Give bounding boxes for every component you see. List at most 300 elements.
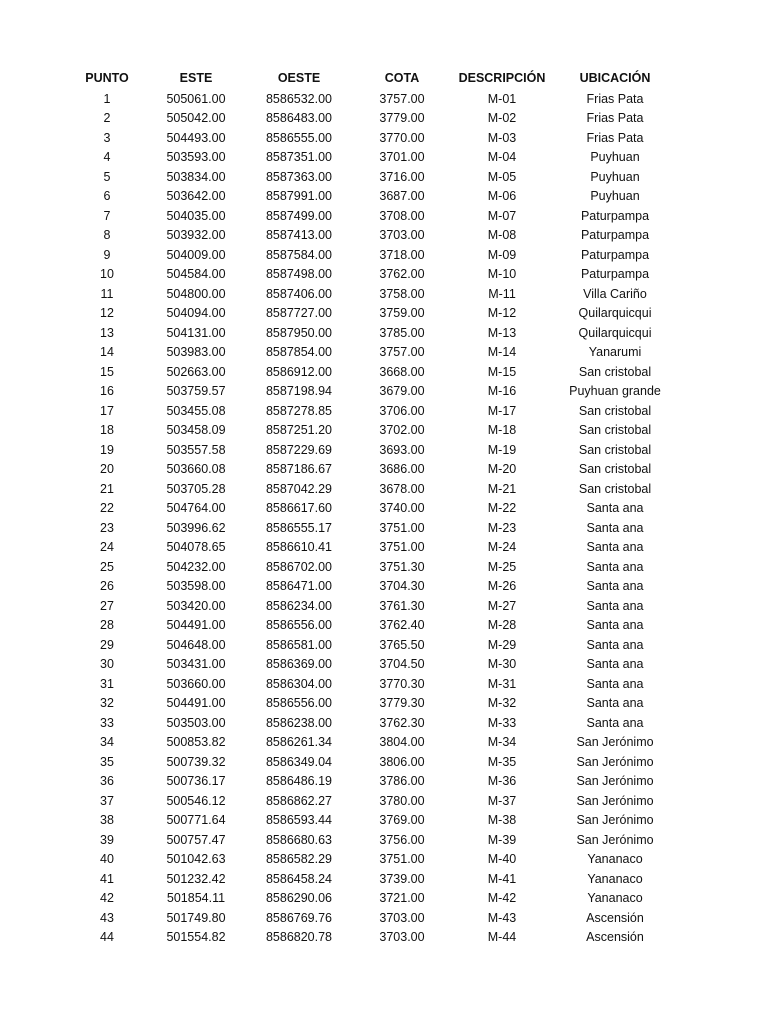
cell-este: 503705.28 [166,481,226,496]
table-row [68,928,678,948]
table-row [68,830,678,850]
cell-oeste: 8587854.00 [265,345,333,360]
cell-oeste: 8586820.78 [265,930,333,945]
cell-este: 503834.00 [166,169,226,184]
cell-este: 500546.12 [166,793,226,808]
cell-oeste: 8586234.00 [265,598,333,613]
cell-este: 504648.00 [166,637,226,652]
table-row [68,499,678,519]
cell-punto: 13 [100,325,114,340]
cell-oeste: 8587351.00 [265,150,333,165]
cell-descripcion: M-11 [488,286,516,301]
cell-cota: 3779.30 [379,696,425,711]
cell-ubicacion: San Jerónimo [576,774,654,789]
cell-punto: 16 [100,384,114,399]
table-row [68,265,678,285]
table-row [68,577,678,597]
cell-cota: 3718.00 [379,247,425,262]
cell-descripcion: M-10 [487,267,517,282]
cell-punto: 5 [103,169,111,184]
cell-punto: 42 [100,891,114,906]
cell-descripcion: M-08 [487,228,517,243]
cell-ubicacion: Santa ana [586,598,644,613]
cell-oeste: 8587278.85 [265,403,333,418]
cell-ubicacion: San Jerónimo [576,832,654,847]
cell-descripcion: M-27 [487,598,517,613]
cell-descripcion: M-23 [487,520,517,535]
cell-ubicacion: San cristobal [578,462,652,477]
header-oeste: OESTE [277,71,321,85]
cell-punto: 8 [103,228,111,243]
cell-ubicacion: Frias Pata [586,91,644,106]
cell-ubicacion: Santa ana [586,618,644,633]
table-row [68,421,678,441]
cell-descripcion: M-21 [487,481,517,496]
cell-cota: 3759.00 [379,306,425,321]
cell-ubicacion: San cristobal [578,423,652,438]
cell-ubicacion: Frias Pata [586,111,644,126]
cell-descripcion: M-14 [487,345,517,360]
cell-ubicacion: San cristobal [578,481,652,496]
cell-cota: 3716.00 [379,169,425,184]
cell-este: 500757.47 [166,832,226,847]
table-row [68,674,678,694]
cell-oeste: 8586369.00 [265,657,333,672]
cell-oeste: 8587042.29 [265,481,333,496]
cell-este: 505042.00 [166,111,226,126]
cell-descripcion: M-41 [487,871,517,886]
table-row [68,89,678,109]
cell-punto: 35 [100,754,114,769]
cell-ubicacion: Santa ana [586,559,644,574]
cell-cota: 3762.40 [379,618,425,633]
cell-ubicacion: Yananaco [587,852,643,867]
table-row [68,284,678,304]
table-row [68,518,678,538]
cell-cota: 3758.00 [379,286,425,301]
table-row [68,109,678,129]
cell-cota: 3740.00 [379,501,425,516]
cell-cota: 3757.00 [379,345,425,360]
cell-cota: 3721.00 [379,891,425,906]
cell-descripcion: M-30 [487,657,517,672]
cell-este: 503642.00 [166,189,226,204]
cell-punto: 28 [100,618,114,633]
cell-descripcion: M-31 [487,676,517,691]
cell-ubicacion: Yananaco [587,871,643,886]
cell-punto: 43 [100,910,114,925]
cell-ubicacion: Puyhuan grande [569,384,661,399]
cell-este: 503660.08 [166,462,226,477]
cell-cota: 3779.00 [379,111,425,126]
cell-este: 504094.00 [166,306,226,321]
cell-oeste: 8586581.00 [265,637,333,652]
table-row [68,167,678,187]
cell-oeste: 8587950.00 [265,325,333,340]
cell-ubicacion: Quilarquicqui [578,325,652,340]
cell-ubicacion: San cristobal [578,442,652,457]
cell-punto: 38 [100,813,114,828]
cell-descripcion: M-35 [487,754,517,769]
cell-ubicacion: Puyhuan [590,169,640,184]
cell-punto: 19 [100,442,114,457]
cell-descripcion: M-15 [487,364,517,379]
cell-oeste: 8586304.00 [265,676,333,691]
table-row [68,323,678,343]
table-row [68,460,678,480]
cell-descripcion: M-43 [487,910,517,925]
cell-este: 503503.00 [166,715,226,730]
cell-descripcion: M-06 [487,189,517,204]
cell-ubicacion: San cristobal [578,403,652,418]
cell-punto: 31 [100,676,114,691]
cell-cota: 3678.00 [379,481,425,496]
cell-cota: 3706.00 [379,403,425,418]
cell-punto: 6 [103,189,111,204]
cell-este: 504131.00 [166,325,226,340]
table-row [68,304,678,324]
header-cota: COTA [384,71,420,85]
cell-descripcion: M-42 [487,891,517,906]
cell-punto: 44 [100,930,114,945]
cell-punto: 24 [100,540,114,555]
cell-este: 503598.00 [166,579,226,594]
cell-oeste: 8587413.00 [265,228,333,243]
table-row [68,557,678,577]
cell-punto: 36 [100,774,114,789]
cell-descripcion: M-01 [487,91,517,106]
cell-oeste: 8586458.24 [265,871,333,886]
cell-ubicacion: Santa ana [586,579,644,594]
table-row [68,148,678,168]
table-row [68,752,678,772]
cell-punto: 37 [100,793,114,808]
cell-cota: 3703.00 [379,228,425,243]
cell-oeste: 8586769.76 [265,910,333,925]
cell-oeste: 8587499.00 [265,208,333,223]
cell-punto: 30 [100,657,114,672]
cell-cota: 3739.00 [379,871,425,886]
cell-cota: 3751.30 [379,559,425,574]
cell-descripcion: M-33 [487,715,517,730]
cell-ubicacion: San Jerónimo [576,735,654,750]
cell-cota: 3761.30 [379,598,425,613]
table-row [68,791,678,811]
cell-cota: 3806.00 [379,754,425,769]
cell-cota: 3704.30 [379,579,425,594]
cell-oeste: 8586349.04 [265,754,333,769]
cell-este: 503660.00 [166,676,226,691]
table-row [68,869,678,889]
cell-descripcion: M-09 [487,247,517,262]
cell-ubicacion: San Jerónimo [576,813,654,828]
cell-descripcion: M-18 [487,423,517,438]
cell-ubicacion: Santa ana [586,715,644,730]
cell-punto: 10 [100,267,114,282]
cell-descripcion: M-25 [487,559,517,574]
cell-este: 504493.00 [166,130,226,145]
cell-cota: 3786.00 [379,774,425,789]
cell-cota: 3679.00 [379,384,425,399]
cell-ubicacion: Santa ana [586,501,644,516]
table-row [68,694,678,714]
cell-oeste: 8587584.00 [265,247,333,262]
cell-este: 504009.00 [166,247,226,262]
cell-ubicacion: Santa ana [586,657,644,672]
cell-descripcion: M-16 [487,384,517,399]
cell-cota: 3693.00 [379,442,425,457]
cell-este: 505061.00 [166,91,226,106]
cell-oeste: 8587186.67 [265,462,333,477]
table-row [68,440,678,460]
cell-oeste: 8586556.00 [265,618,333,633]
cell-ubicacion: San Jerónimo [576,793,654,808]
table-row [68,616,678,636]
header-descripcion: DESCRIPCIÓN [458,71,546,85]
table-body [68,89,678,947]
cell-descripcion: M-04 [487,150,517,165]
cell-ubicacion: Quilarquicqui [578,306,652,321]
cell-oeste: 8586912.00 [265,364,333,379]
cell-ubicacion: Santa ana [586,540,644,555]
cell-punto: 33 [100,715,114,730]
cell-ubicacion: Ascensión [586,930,644,945]
cell-cota: 3703.00 [379,930,425,945]
cell-oeste: 8586238.00 [265,715,333,730]
cell-cota: 3701.00 [379,150,425,165]
cell-oeste: 8587198.94 [265,384,333,399]
cell-oeste: 8586261.34 [265,735,333,750]
cell-punto: 3 [103,130,111,145]
cell-oeste: 8587363.00 [265,169,333,184]
cell-cota: 3751.00 [379,852,425,867]
cell-este: 503420.00 [166,598,226,613]
cell-ubicacion: Puyhuan [590,150,640,165]
table-row [68,713,678,733]
cell-punto: 17 [100,403,114,418]
cell-descripcion: M-20 [487,462,517,477]
cell-cota: 3751.00 [379,540,425,555]
cell-punto: 18 [100,423,114,438]
cell-descripcion: M-34 [487,735,517,750]
table-row [68,908,678,928]
cell-cota: 3762.00 [379,267,425,282]
cell-punto: 4 [103,150,111,165]
header-este: ESTE [179,71,213,85]
header-punto: PUNTO [85,71,129,85]
cell-punto: 14 [100,345,114,360]
cell-punto: 40 [100,852,114,867]
cell-este: 504800.00 [166,286,226,301]
table-row [68,772,678,792]
cell-este: 504764.00 [166,501,226,516]
table-row [68,187,678,207]
cell-este: 500853.82 [166,735,226,750]
cell-cota: 3756.00 [379,832,425,847]
header-row [68,67,678,89]
cell-punto: 22 [100,501,114,516]
cell-oeste: 8586862.27 [265,793,333,808]
cell-punto: 1 [103,91,111,106]
cell-ubicacion: Frias Pata [586,130,644,145]
cell-descripcion: M-38 [487,813,517,828]
cell-este: 502663.00 [166,364,226,379]
cell-cota: 3702.00 [379,423,425,438]
cell-ubicacion: Santa ana [586,520,644,535]
table-row [68,206,678,226]
table-row [68,635,678,655]
cell-cota: 3765.50 [379,637,425,652]
cell-oeste: 8586582.29 [265,852,333,867]
cell-este: 503455.08 [166,403,226,418]
cell-ubicacion: Yanarumi [588,345,642,360]
cell-ubicacion: Santa ana [586,676,644,691]
cell-oeste: 8586556.00 [265,696,333,711]
cell-este: 504491.00 [166,696,226,711]
cell-punto: 32 [100,696,114,711]
cell-este: 501554.82 [166,930,226,945]
cell-este: 504584.00 [166,267,226,282]
cell-este: 501232.42 [166,871,226,886]
table-row [68,655,678,675]
cell-descripcion: M-17 [487,403,517,418]
cell-punto: 25 [100,559,114,574]
cell-este: 504232.00 [166,559,226,574]
cell-descripcion: M-32 [487,696,517,711]
cell-ubicacion: Yananaco [587,891,643,906]
table-row [68,811,678,831]
cell-oeste: 8586702.00 [265,559,333,574]
cell-cota: 3804.00 [379,735,425,750]
table-header [68,67,678,89]
cell-ubicacion: Ascensión [586,910,644,925]
cell-cota: 3704.50 [379,657,425,672]
cell-cota: 3770.00 [379,130,425,145]
cell-descripcion: M-05 [487,169,517,184]
table-row [68,245,678,265]
cell-este: 504035.00 [166,208,226,223]
cell-cota: 3770.30 [379,676,425,691]
cell-cota: 3686.00 [379,462,425,477]
cell-ubicacion: Paturpampa [580,208,650,223]
cell-este: 504491.00 [166,618,226,633]
cell-este: 503932.00 [166,228,226,243]
cell-descripcion: M-19 [487,442,517,457]
cell-descripcion: M-24 [487,540,517,555]
cell-punto: 29 [100,637,114,652]
cell-ubicacion: Paturpampa [580,228,650,243]
cell-oeste: 8586610.41 [265,540,333,555]
table-row [68,401,678,421]
cell-oeste: 8586617.60 [265,501,333,516]
cell-punto: 15 [100,364,114,379]
cell-ubicacion: San Jerónimo [576,754,654,769]
cell-punto: 20 [100,462,114,477]
cell-oeste: 8586555.00 [265,130,333,145]
cell-punto: 21 [100,481,114,496]
cell-este: 503431.00 [166,657,226,672]
cell-oeste: 8586532.00 [265,91,333,106]
data-table [68,67,678,947]
cell-este: 503759.57 [166,384,226,399]
cell-oeste: 8587406.00 [265,286,333,301]
cell-cota: 3687.00 [379,189,425,204]
cell-oeste: 8587991.00 [265,189,333,204]
cell-oeste: 8587229.69 [265,442,333,457]
cell-oeste: 8586290.06 [265,891,333,906]
cell-descripcion: M-03 [487,130,517,145]
cell-cota: 3708.00 [379,208,425,223]
cell-cota: 3762.30 [379,715,425,730]
table-row [68,538,678,558]
cell-descripcion: M-13 [487,325,517,340]
header-ubicacion: UBICACIÓN [579,71,651,85]
cell-cota: 3757.00 [379,91,425,106]
cell-este: 500739.32 [166,754,226,769]
cell-punto: 27 [100,598,114,613]
cell-descripcion: M-12 [487,306,517,321]
cell-ubicacion: Paturpampa [580,267,650,282]
cell-este: 500736.17 [166,774,226,789]
cell-descripcion: M-40 [487,852,517,867]
cell-descripcion: M-36 [487,774,517,789]
cell-punto: 11 [100,286,114,301]
cell-descripcion: M-22 [487,501,517,516]
cell-este: 503983.00 [166,345,226,360]
table-row [68,479,678,499]
cell-este: 501749.80 [166,910,226,925]
cell-oeste: 8587251.20 [265,423,333,438]
cell-descripcion: M-44 [487,930,517,945]
cell-oeste: 8587498.00 [265,267,333,282]
cell-oeste: 8586680.63 [265,832,333,847]
cell-cota: 3751.00 [379,520,425,535]
cell-este: 503996.62 [166,520,226,535]
cell-este: 503557.58 [166,442,226,457]
cell-descripcion: M-37 [487,793,517,808]
cell-descripcion: M-26 [487,579,517,594]
cell-descripcion: M-39 [487,832,517,847]
table-row [68,596,678,616]
cell-oeste: 8586555.17 [265,520,333,535]
cell-descripcion: M-02 [487,111,517,126]
cell-punto: 41 [100,871,114,886]
cell-este: 503593.00 [166,150,226,165]
cell-este: 501854.11 [166,891,226,906]
cell-ubicacion: Santa ana [586,696,644,711]
table-row [68,733,678,753]
cell-cota: 3668.00 [379,364,425,379]
table-row [68,850,678,870]
table-row [68,362,678,382]
cell-ubicacion: Paturpampa [580,247,650,262]
table-row [68,343,678,363]
cell-este: 503458.09 [166,423,226,438]
cell-cota: 3703.00 [379,910,425,925]
cell-punto: 2 [103,111,111,126]
cell-punto: 9 [103,247,111,262]
cell-este: 504078.65 [166,540,226,555]
cell-descripcion: M-28 [487,618,517,633]
cell-descripcion: M-29 [487,637,517,652]
table-row [68,226,678,246]
cell-punto: 23 [100,520,114,535]
cell-oeste: 8586483.00 [265,111,333,126]
table-row [68,382,678,402]
cell-ubicacion: San cristobal [578,364,652,379]
table-row [68,128,678,148]
cell-oeste: 8586486.19 [265,774,333,789]
